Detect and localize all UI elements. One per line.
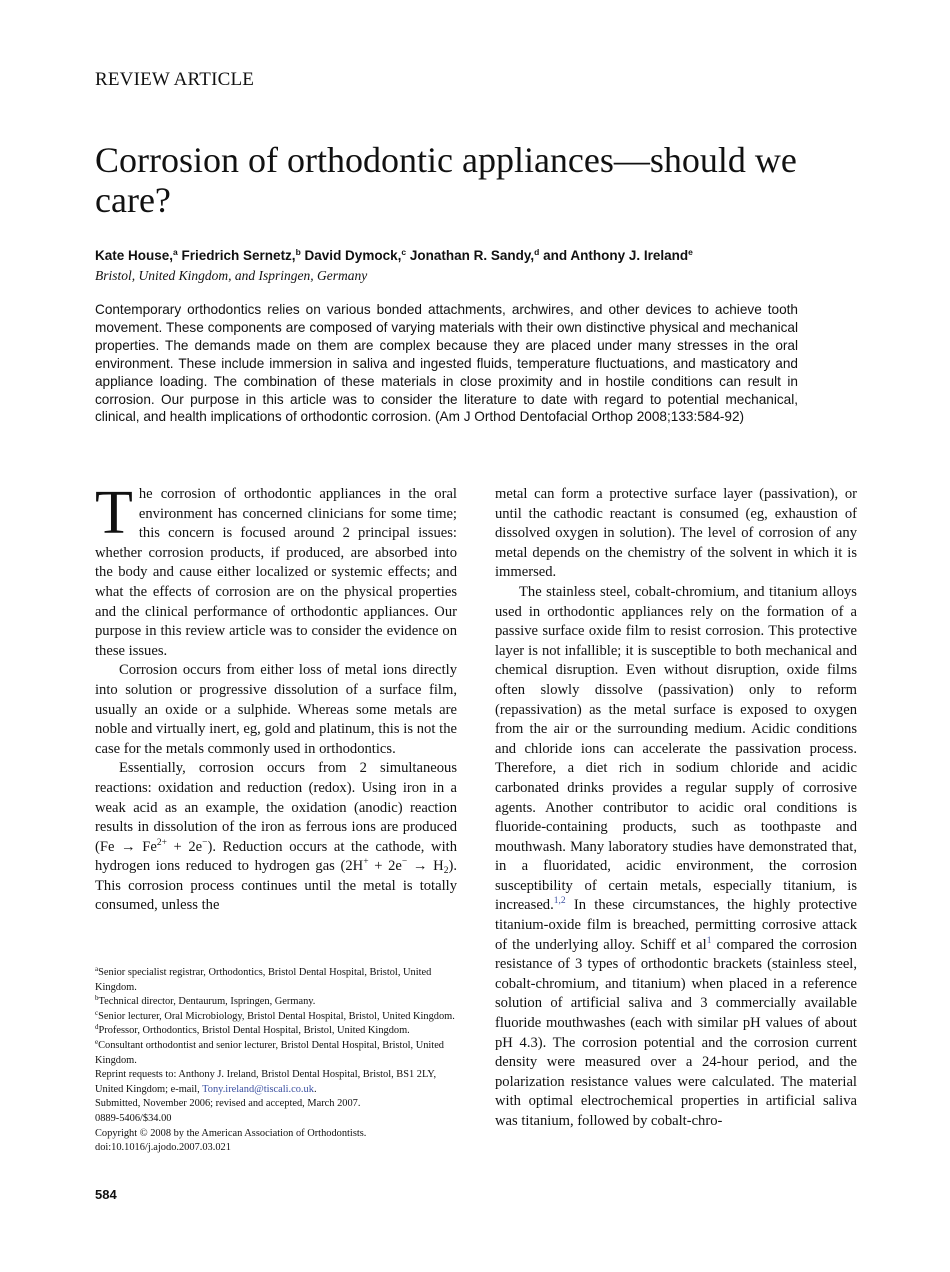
body-column-left [95, 479, 457, 916]
article-title: Corrosion of orthodontic appliances—should we care? [95, 140, 797, 220]
author-name: Jonathan R. Sandy, [409, 248, 535, 263]
footnotes [95, 966, 457, 1156]
author-name: Friedrich Sernetz, [181, 248, 296, 263]
affiliation-line: Bristol, United Kingdom, and Ispringen, Germany [95, 268, 368, 283]
footnote: $^c$Senior lecturer, Oral Microbiology, Bristol Dental Hospital, Bristol, United Kingdom. [95, 1008, 455, 1022]
issn: 0889-5406/$34.00 [95, 1112, 172, 1124]
body-paragraph: Essentially, corrosion occurs from 2 simultaneous reactions: oxidation and reduction (redox). Using iron in a weak acid as an example, the oxidation (anodic) reaction results in dissolution of the iron as ferrous ions are produced $(Fe \to Fe^{2+} + 2e^-)$. Reduction occurs at the cathode, with hydrogen ions reduced to hydrogen gas $(2H^+ + 2e^- \to H_2)$. This corrosion process continues until the metal is totally consumed, unless the [95, 760, 457, 914]
author-affiliation-mark: b [295, 247, 301, 257]
body-paragraph: metal can form a protective surface layer (passivation), or until the cathodic reactant is consumed (eg, exhaustion of dissolved oxygen in solution). The level of corrosion of any metal depends on the chemistry of the solvent in which it is immersed. [495, 486, 857, 581]
author-affiliation-mark: a [173, 247, 178, 257]
author-affiliation-mark: c [401, 247, 407, 257]
copyright: Copyright © 2008 by the American Association of Orthodontists. [95, 1127, 367, 1139]
author-affiliation-mark: d [534, 247, 540, 257]
author-affiliation-mark: e [688, 247, 693, 257]
abstract: Contemporary orthodontics relies on various bonded attachments, archwires, and other devices to achieve tooth movement. These components are composed of varying materials with their own distinctive physical and mechanical properties. The demands made on them are complex because they are placed under many stresses in the oral environment. These include immersion in saliva and ingested fluids, temperature fluctuations, and masticatory and appliance loading. The combination of these materials in close proximity and in hostile conditions can result in corrosion. Our purpose in this article was to consider the literature to date with regard to potential mechanical, clinical, and health implications of orthodontic corrosion. (Am J Orthod Dentofacial Orthop 2008;133:584-92) [95, 302, 798, 425]
reprint-requests: Reprint requests to: Anthony J. Ireland, Bristol Dental Hospital, Bristol, BS1 2LY, United Kingdom; e-mail, Tony.ireland@tiscali.co.uk. [95, 1069, 437, 1095]
footnote: $^e$Consultant orthodontist and senior lecturer, Bristol Dental Hospital, Bristol, United Kingdom. [95, 1037, 445, 1066]
page-number: 584 [95, 1187, 117, 1202]
citation-link[interactable]: 1 [706, 935, 712, 946]
author-list [95, 247, 875, 265]
author-name: David Dymock, [304, 248, 402, 263]
body-column-right [495, 485, 857, 1132]
body-paragraph: The stainless steel, cobalt-chromium, and titanium alloys used in orthodontic appliances rely on the formation of a passive surface oxide film to resist corrosion. This protective layer is not infallible; it is susceptible to both mechanical and chemical disruption. Even without disruption, oxide films often slowly dissolve (passivation) only to reform (repassivation) as the metal surface is exposed to oxygen from the air or the surrounding medium. Acidic conditions and chloride ions can accelerate the passivation process. Therefore, a diet rich in sodium chloride and acidic carbonated drinks provides a regular supply of corrosive agents. Another contributor to acidic oral conditions is fluoride-containing products, such as toothpaste and mouthwash. Many laboratory studies have demonstrated that, in a fluoridated, acidic environment, the corrosion susceptibility of certain metals, especially titanium, is increased.$^{1,2}$ In these circumstances, the highly protective titanium-oxide film is breached, permitting corrosive attack of the underlying alloy. Schiff et al$^1$ compared the corrosion resistance of 3 types of orthodontic brackets (stainless steel, cobalt-chromium, and titanium) when placed in a reference solution of artificial saliva and 3 commercially available fluoride mouthwashes (each with similar pH values of about pH 4.3). The corrosion potential and the corrosion current density were measured over a 24-hour period, and the polarization resistance values were calculated. The material with optimal electrochemical properties in artificial saliva was titanium, followed by cobalt-chro- [495, 583, 857, 1129]
citation-link[interactable]: 1,2 [553, 896, 566, 907]
author-name: and Anthony J. Ireland [543, 248, 689, 263]
body-paragraph: The corrosion of orthodontic appliances in the oral environment has concerned clinicians for some time; this concern is focused around 2 principal issues: whether corrosion products, if produced, are absorbed into the body and cause either localized or systemic effects; and what the effects of corrosion are on the physical properties and the clinical performance of orthodontic appliances. Our purpose in this review article was to consider the evidence on these issues. [95, 479, 457, 659]
footnote: $^a$Senior specialist registrar, Orthodontics, Bristol Dental Hospital, Bristol, United Kingdom. [95, 965, 432, 993]
author-name: Kate House, [95, 248, 174, 263]
body-paragraph: Corrosion occurs from either loss of metal ions directly into solution or progressive dissolution of a surface film, usually an oxide or a sulphide. Whereas some metals are noble and virtually inert, eg, gold and platinum, this is not the case for the metals commonly used in orthodontics. [95, 662, 457, 757]
drop-cap: T [95, 479, 133, 547]
footnote: $^d$Professor, Orthodontics, Bristol Dental Hospital, Bristol, United Kingdom. [95, 1023, 410, 1037]
section-label: REVIEW ARTICLE [95, 69, 255, 90]
email-link[interactable]: Tony.ireland@tiscali.co.uk [202, 1083, 314, 1095]
footnote: $^b$Technical director, Dentaurum, Ispringen, Germany. [95, 994, 316, 1008]
submission-dates: Submitted, November 2006; revised and accepted, March 2007. [95, 1098, 361, 1110]
doi: doi:10.1016/j.ajodo.2007.03.021 [95, 1142, 231, 1154]
